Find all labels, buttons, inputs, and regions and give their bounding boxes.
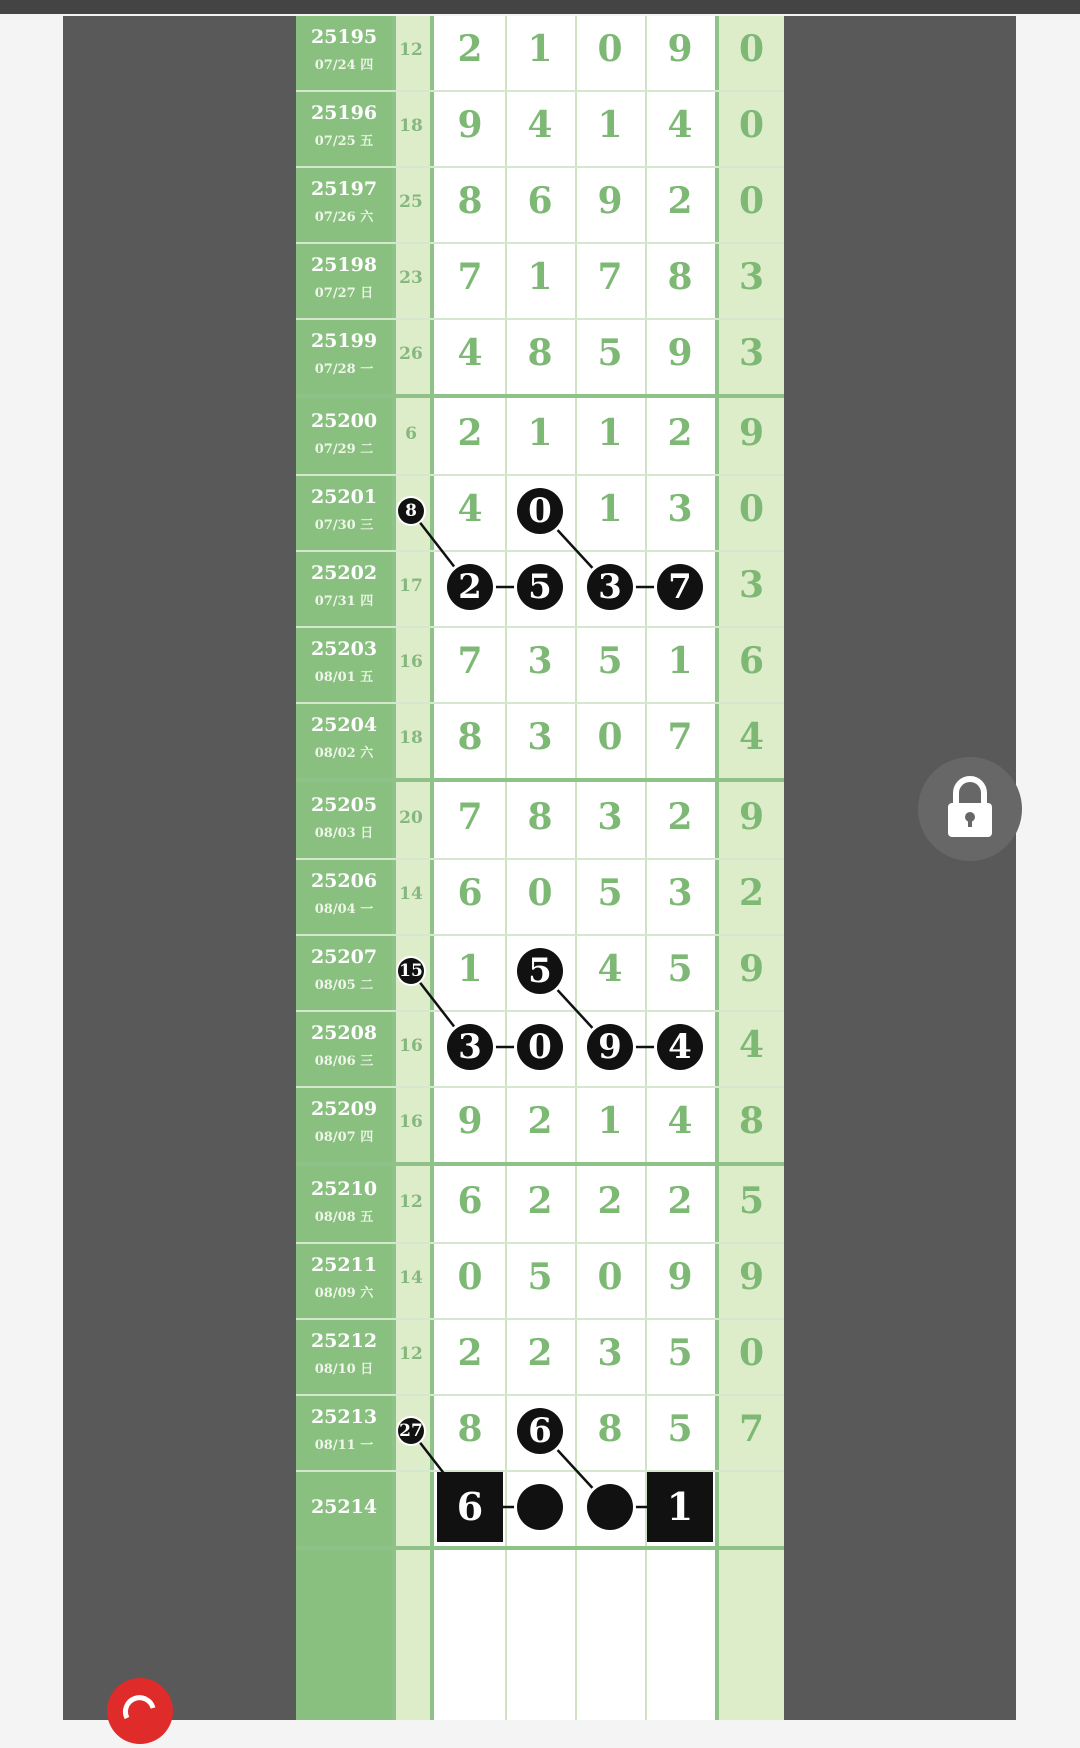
digit-cell: 4 [667,104,693,146]
highlight-ball: 7 [657,564,703,610]
issue-number: 25200 [310,410,378,432]
tail-value: 8 [738,1100,765,1142]
digit-cell: 7 [457,796,483,838]
issue-number: 25205 [310,794,378,816]
digit-cell: 0 [597,28,623,70]
tail-value: 6 [738,640,765,682]
digit-cell: 8 [457,180,483,222]
digit-cell: 4 [457,488,483,530]
highlight-ball: 9 [587,1024,633,1070]
issue-number: 25212 [310,1330,378,1352]
digit-cell: 0 [457,1256,483,1298]
issue-date: 08/02 六 [314,746,374,761]
sum-value: 18 [399,728,423,748]
sum-value: 14 [399,1268,423,1288]
sum-value: 12 [399,40,423,60]
sum-value: 16 [399,1036,423,1056]
issue-date: 07/31 四 [314,594,374,609]
digit-cell: 8 [527,332,553,374]
tail-value: 0 [738,1332,765,1374]
highlight-ball: 2 [447,564,493,610]
sum-ball: 27 [398,1418,424,1444]
prediction-dot [517,1484,563,1530]
issue-number: 25213 [310,1406,378,1428]
digit-cell: 2 [667,180,693,222]
issue-date: 08/09 六 [314,1286,374,1301]
sum-value: 17 [399,576,423,596]
digit-cell: 3 [597,1332,623,1374]
digit-cell: 5 [527,1256,553,1298]
digit-cell: 8 [597,1408,623,1450]
issue-number: 25206 [310,870,378,892]
digit-cell: 4 [457,332,483,374]
issue-number: 25211 [310,1254,378,1276]
tail-value: 0 [738,28,765,70]
digit-cell: 9 [457,1100,483,1142]
tail-value: 0 [738,104,765,146]
digit-cell: 5 [667,1332,693,1374]
digit-cell: 3 [667,872,693,914]
digit-cell: 9 [667,1256,693,1298]
highlight-ball: 6 [517,1408,563,1454]
digit-cell: 2 [457,412,483,454]
issue-date: 08/10 日 [314,1362,374,1377]
digit-cell: 6 [527,180,553,222]
digit-cell: 9 [457,104,483,146]
tail-value: 0 [738,180,765,222]
digit-cell: 1 [527,28,553,70]
digit-cell: 8 [457,1408,483,1450]
digit-cell: 3 [527,640,553,682]
top-status-bar [0,0,1080,14]
highlight-ball: 5 [517,564,563,610]
highlight-ball: 3 [447,1024,493,1070]
issue-date: 08/01 五 [314,670,374,685]
issue-number: 25196 [310,102,378,124]
digit-cell: 1 [597,1100,623,1142]
digit-cell: 1 [597,412,623,454]
digit-cell: 2 [597,1180,623,1222]
tail-value: 9 [738,1256,765,1298]
issue-number: 25204 [310,714,378,736]
issue-date: 08/11 一 [314,1438,374,1453]
tail-value: 7 [738,1408,765,1450]
digit-cell: 1 [527,412,553,454]
digit-cell: 4 [597,948,623,990]
issue-date: 07/25 五 [314,134,374,149]
digit-cell: 9 [597,180,623,222]
highlight-ball: 0 [517,1024,563,1070]
digit-cell: 7 [667,716,693,758]
tail-value: 4 [738,1024,765,1066]
sum-value: 16 [399,1112,423,1132]
issue-number: 25208 [310,1022,378,1044]
digit-cell: 6 [457,872,483,914]
tail-value: 3 [738,564,765,606]
digit-cell: 2 [667,412,693,454]
sum-value: 6 [405,424,417,444]
highlight-ball: 3 [587,564,633,610]
digit-cell: 2 [667,1180,693,1222]
issue-number: 25202 [310,562,378,584]
issue-date: 07/27 日 [314,286,374,301]
sum-value: 25 [399,192,423,212]
issue-number: 25207 [310,946,378,968]
digit-cell: 6 [457,1180,483,1222]
digit-cell: 3 [597,796,623,838]
tail-value: 3 [738,256,765,298]
digit-cell: 7 [457,256,483,298]
issue-date: 08/07 四 [314,1130,374,1145]
issue-date: 08/03 日 [314,826,374,841]
issue-number: 25195 [310,26,378,48]
issue-date: 07/28 一 [314,362,374,377]
digit-cell: 4 [527,104,553,146]
highlight-ball: 5 [517,948,563,994]
sum-value: 26 [399,344,423,364]
refresh-icon [107,1678,173,1744]
digit-cell: 1 [457,948,483,990]
issue-number: 25214 [310,1496,378,1518]
tail-value: 9 [738,948,765,990]
sum-value: 12 [399,1344,423,1364]
sum-ball: 15 [398,958,424,984]
issue-number: 25199 [310,330,378,352]
issue-number: 25198 [310,254,378,276]
highlight-ball: 0 [517,488,563,534]
digit-cell: 0 [597,716,623,758]
issue-date: 07/29 二 [314,442,374,457]
sum-value: 14 [399,884,423,904]
digit-cell: 2 [457,1332,483,1374]
digit-cell: 8 [667,256,693,298]
floating-action-button[interactable] [107,1678,173,1744]
sum-value: 20 [399,808,423,828]
digit-cell: 5 [667,948,693,990]
issue-date: 07/24 四 [314,58,374,73]
digit-cell: 1 [527,256,553,298]
issue-date: 08/05 二 [314,978,374,993]
digit-cell: 3 [527,716,553,758]
highlight-ball: 4 [657,1024,703,1070]
digit-cell: 8 [457,716,483,758]
digit-cell: 0 [597,1256,623,1298]
tail-value: 9 [738,412,765,454]
sum-value: 16 [399,652,423,672]
digit-cell: 2 [527,1332,553,1374]
issue-number: 25201 [310,486,378,508]
issue-date: 07/30 三 [314,518,374,533]
digit-cell: 2 [527,1180,553,1222]
tail-value: 3 [738,332,765,374]
trend-table [296,16,784,1720]
lock-icon [918,757,1022,861]
prediction-square: 1 [647,1472,713,1542]
tail-value: 2 [738,872,765,914]
lock-button[interactable] [918,757,1022,861]
issue-number: 25210 [310,1178,378,1200]
digit-cell: 1 [597,488,623,530]
digit-cell: 4 [667,1100,693,1142]
tail-value: 0 [738,488,765,530]
issue-number: 25197 [310,178,378,200]
digit-cell: 1 [667,640,693,682]
issue-date: 08/06 三 [314,1054,374,1069]
digit-cell: 5 [597,332,623,374]
digit-cell: 7 [457,640,483,682]
digit-cell: 0 [527,872,553,914]
issue-number: 25209 [310,1098,378,1120]
digit-cell: 7 [597,256,623,298]
sum-value: 12 [399,1192,423,1212]
digit-cell: 5 [597,872,623,914]
digit-cell: 5 [597,640,623,682]
issue-date: 08/04 一 [314,902,374,917]
issue-number: 25203 [310,638,378,660]
digit-cell: 8 [527,796,553,838]
digit-cell: 3 [667,488,693,530]
digit-cell: 2 [527,1100,553,1142]
prediction-square: 6 [437,1472,503,1542]
sum-ball: 8 [398,498,424,524]
digit-cell: 1 [597,104,623,146]
tail-value: 5 [738,1180,765,1222]
tail-value: 9 [738,796,765,838]
digit-cell: 9 [667,28,693,70]
digit-cell: 2 [457,28,483,70]
digit-cell: 9 [667,332,693,374]
sum-value: 23 [399,268,423,288]
sum-value: 18 [399,116,423,136]
connector-lines [296,16,784,1720]
tail-value: 4 [738,716,765,758]
digit-cell: 2 [667,796,693,838]
digit-cell: 5 [667,1408,693,1450]
prediction-dot [587,1484,633,1530]
issue-date: 07/26 六 [314,210,374,225]
issue-date: 08/08 五 [314,1210,374,1225]
